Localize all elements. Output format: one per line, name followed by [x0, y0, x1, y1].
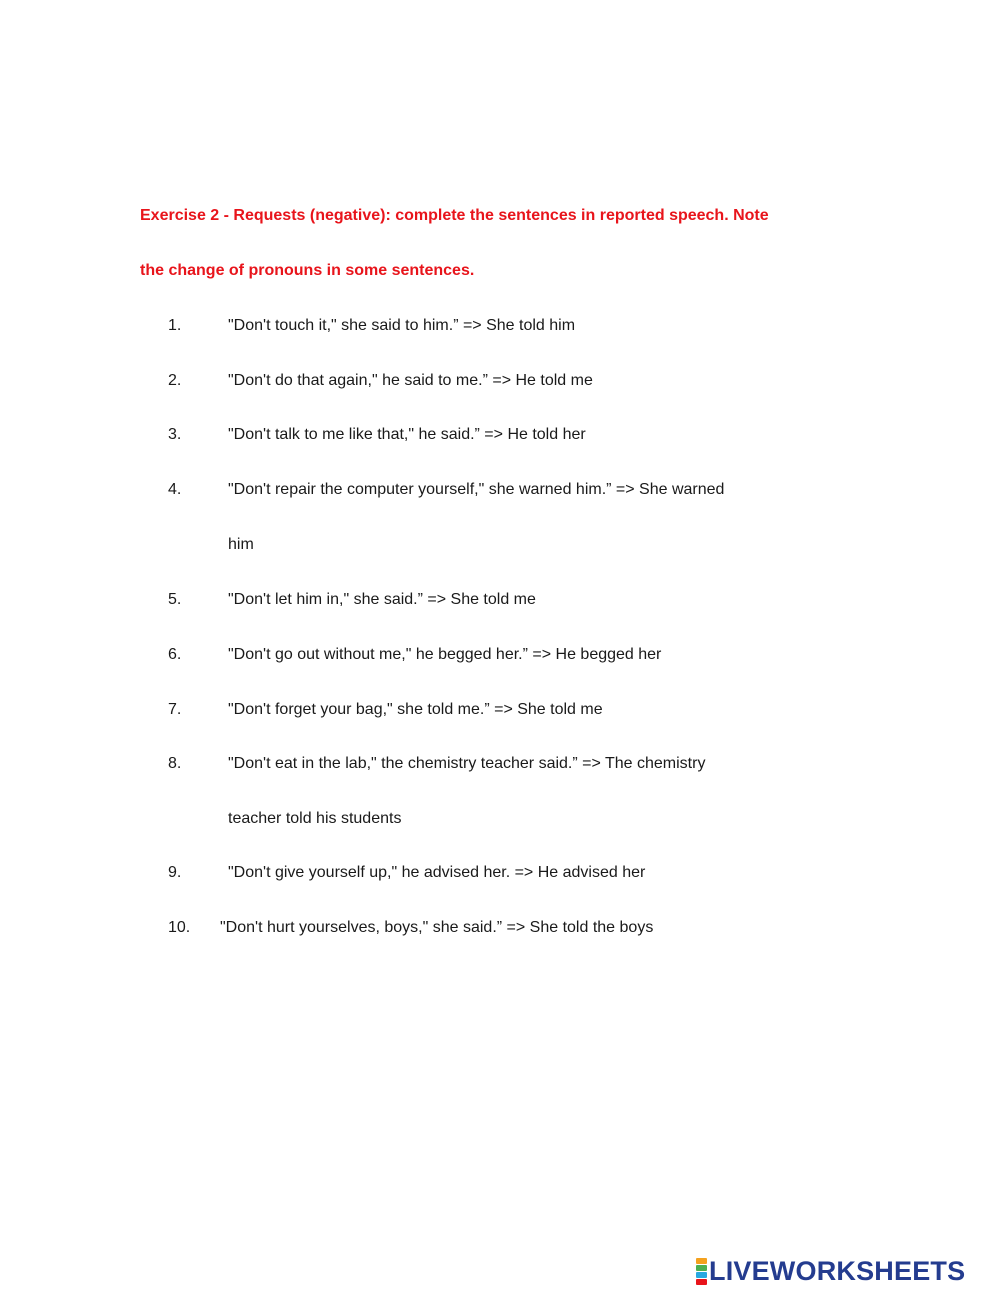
logo-block-e: [696, 1279, 707, 1285]
item-sentence: "Don't repair the computer yourself," she warned him.” => She warned: [228, 481, 725, 498]
item-number: 8.: [168, 755, 182, 772]
item-number: 2.: [168, 372, 182, 389]
item-sentence: "Don't eat in the lab," the chemistry teacher said.” => The chemistry: [228, 755, 706, 772]
exercise-item: [0, 590, 1000, 610]
item-number: 7.: [168, 701, 182, 718]
item-sentence-continuation: him: [228, 536, 254, 553]
item-number: 1.: [168, 317, 182, 334]
item-number: 3.: [168, 426, 182, 443]
exercise-item: [0, 918, 1000, 938]
item-number: 4.: [168, 481, 182, 498]
item-number: 9.: [168, 864, 182, 881]
exercise-title-line-1: Exercise 2 - Requests (negative): complete the sentences in reported speech. Note: [140, 207, 769, 224]
exercise-title-line-2: the change of pronouns in some sentences.: [140, 262, 475, 279]
item-number: 6.: [168, 646, 182, 663]
item-sentence: "Don't touch it," she said to him.” => She told him: [228, 317, 576, 334]
exercise-item: [0, 863, 1000, 883]
exercise-item: [0, 316, 1000, 336]
item-sentence: "Don't forget your bag," she told me.” => She told me: [228, 701, 603, 718]
logo-block-i: [696, 1265, 707, 1271]
item-sentence: "Don't let him in," she said.” => She told me: [228, 591, 536, 608]
exercise-item: [0, 645, 1000, 665]
item-number: 10.: [168, 919, 191, 936]
item-sentence: "Don't give yourself up," he advised her. => He advised her: [228, 864, 646, 881]
item-sentence: "Don't do that again," he said to me.” => He told me: [228, 372, 593, 389]
item-sentence: "Don't talk to me like that," he said.” => He told her: [228, 426, 586, 443]
exercise-item: [0, 480, 1000, 500]
exercise-item: [0, 425, 1000, 445]
logo-block-v: [696, 1272, 707, 1278]
exercise-item: [0, 371, 1000, 391]
liveworksheets-wordmark: LIVEWORKSHEETS: [709, 1256, 966, 1286]
item-sentence: "Don't go out without me," he begged her.” => He begged her: [228, 646, 662, 663]
liveworksheets-logo-icon: [696, 1258, 707, 1285]
item-sentence: "Don't hurt yourselves, boys," she said.” => She told the boys: [220, 919, 654, 936]
item-number: 5.: [168, 591, 182, 608]
exercise-item: [0, 700, 1000, 720]
exercise-item: [0, 754, 1000, 774]
liveworksheets-brand: [696, 1256, 965, 1286]
item-sentence-continuation: teacher told his students: [228, 810, 402, 827]
logo-block-l: [696, 1258, 707, 1264]
